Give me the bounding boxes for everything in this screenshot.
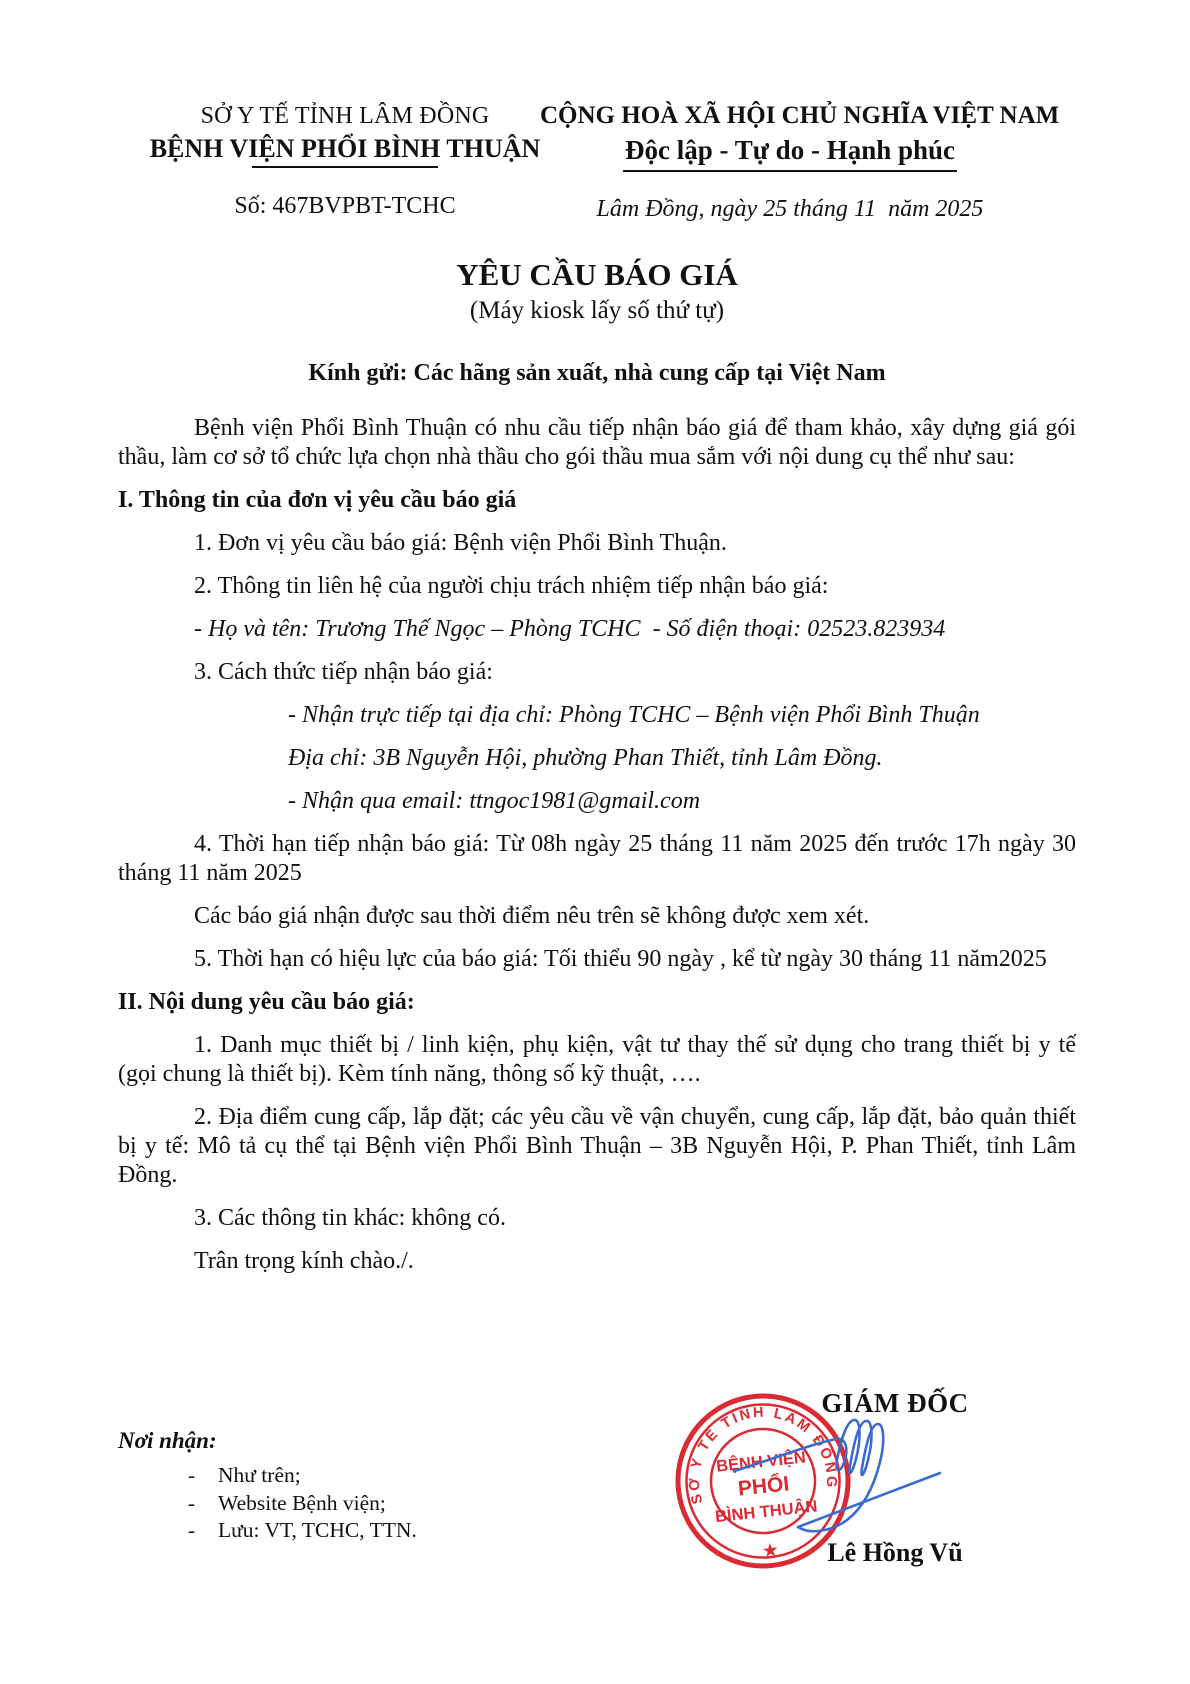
recipient-bullet: -: [188, 1463, 196, 1487]
document-title: YÊU CẦU BÁO GIÁ: [456, 257, 738, 292]
issuer-name: BỆNH VIỆN PHỔI BÌNH THUẬN: [149, 133, 541, 163]
recipients-list: [188, 1462, 417, 1545]
stamp-star-icon: ★: [760, 1539, 780, 1563]
document-number: Số: 467BVPBT-TCHC: [234, 192, 456, 219]
recipient-bullet: -: [188, 1490, 196, 1515]
recipient-item: [188, 1517, 417, 1545]
deadline-note: Các báo giá nhận được sau thời điểm nêu trên sẽ không được xem xét.: [194, 903, 870, 929]
recipient-item: [188, 1490, 417, 1518]
issuer-parent-name: SỞ Y TẾ TỈNH LÂM ĐỒNG: [200, 103, 490, 129]
stamp-center-line1: BỆNH VIỆN: [715, 1448, 807, 1476]
national-motto: Độc lập - Tự do - Hạnh phúc: [623, 134, 957, 172]
section2-item3: 3. Các thông tin khác: không có.: [194, 1205, 506, 1231]
document-subtitle: (Máy kiosk lấy số thứ tự): [469, 297, 725, 324]
recipient-text: Lưu: VT, TCHC, TTN.: [218, 1518, 417, 1542]
recipient-bullet: -: [188, 1518, 196, 1542]
recipient-text: Website Bệnh viện;: [218, 1490, 386, 1515]
header-issuer-block: [128, 102, 562, 221]
national-title: CỘNG HOÀ XÃ HỘI CHỦ NGHĨA VIỆT NAM: [540, 102, 1060, 129]
method-address-line: Địa chỉ: 3B Nguyễn Hội, phường Phan Thiết, tỉnh Lâm Đồng.: [288, 745, 883, 771]
recipient-text: Như trên;: [218, 1463, 301, 1487]
stamp-center-line3: BÌNH THUẬN: [714, 1497, 819, 1527]
section1-item5: 5. Thời hạn có hiệu lực của báo giá: Tối thiểu 90 ngày , kể từ ngày 30 tháng 11 năm2025: [194, 946, 1047, 972]
document-body: [118, 256, 1076, 1290]
stamp-ring-text: SỞ Y TẾ TỈNH LÂM ĐỒNG: [686, 1404, 840, 1506]
section2-item1: 1. Danh mục thiết bị / linh kiện, phụ kiện, vật tư thay thế sử dụng cho trang thiết bị y tế (gọi chung là thiết bị). Kèm tính năng, thông số kỹ thuật, ….: [118, 1032, 1076, 1087]
section1-heading: I. Thông tin của đơn vị yêu cầu báo giá: [118, 487, 517, 513]
handwritten-signature: [690, 1413, 990, 1545]
issuer-underline: [252, 166, 438, 168]
salutation-line: Kính gửi: Các hãng sản xuất, nhà cung cấp tại Việt Nam: [308, 360, 886, 386]
section1-item3: 3. Cách thức tiếp nhận báo giá:: [194, 659, 493, 685]
stamp-center-line2: PHỔI: [736, 1472, 791, 1501]
section1-item2: 2. Thông tin liên hệ của người chịu trách nhiệm tiếp nhận báo giá:: [194, 573, 829, 599]
method-email-line: - Nhận qua email: ttngoc1981@gmail.com: [288, 788, 701, 814]
recipient-item: [188, 1462, 417, 1490]
signer-position-title: GIÁM ĐỐC: [821, 1388, 969, 1418]
signer-name: Lê Hồng Vũ: [827, 1538, 963, 1567]
recipients-label: Nơi nhận:: [118, 1428, 217, 1453]
section1-item4: 4. Thời hạn tiếp nhận báo giá: Từ 08h ngày 25 tháng 11 năm 2025 đến trước 17h ngày 30 tháng 11 năm 2025: [118, 831, 1076, 886]
section2-heading: II. Nội dung yêu cầu báo giá:: [118, 989, 415, 1015]
intro-paragraph: Bệnh viện Phổi Bình Thuận có nhu cầu tiếp nhận báo giá để tham khảo, xây dựng giá gói thầu, làm cơ sở tổ chức lựa chọn nhà thầu cho gói thầu mua sắm với nội dung cụ thể như sau:: [118, 415, 1076, 470]
section2-item2: 2. Địa điểm cung cấp, lắp đặt; các yêu cầu về vận chuyển, cung cấp, lắp đặt, bảo quản thiết bị y tế: Mô tả cụ thể tại Bệnh viện Phổi Bình Thuận – 3B Nguyễn Hội, P. Phan Thiết, tỉnh Lâm Đồng.: [118, 1104, 1076, 1188]
section1-item1: 1. Đơn vị yêu cầu báo giá: Bệnh viện Phổi Bình Thuận.: [194, 530, 727, 556]
contact-line: - Họ và tên: Trương Thế Ngọc – Phòng TCHC - Số điện thoại: 02523.823934: [194, 616, 946, 642]
header-national-block: [540, 100, 1060, 224]
closing-line: Trân trọng kính chào./.: [194, 1248, 414, 1274]
place-dateline: Lâm Đồng, ngày 25 tháng 11 năm 2025: [596, 196, 984, 222]
method-direct-line: - Nhận trực tiếp tại địa chỉ: Phòng TCHC – Bệnh viện Phổi Bình Thuận: [288, 702, 980, 728]
